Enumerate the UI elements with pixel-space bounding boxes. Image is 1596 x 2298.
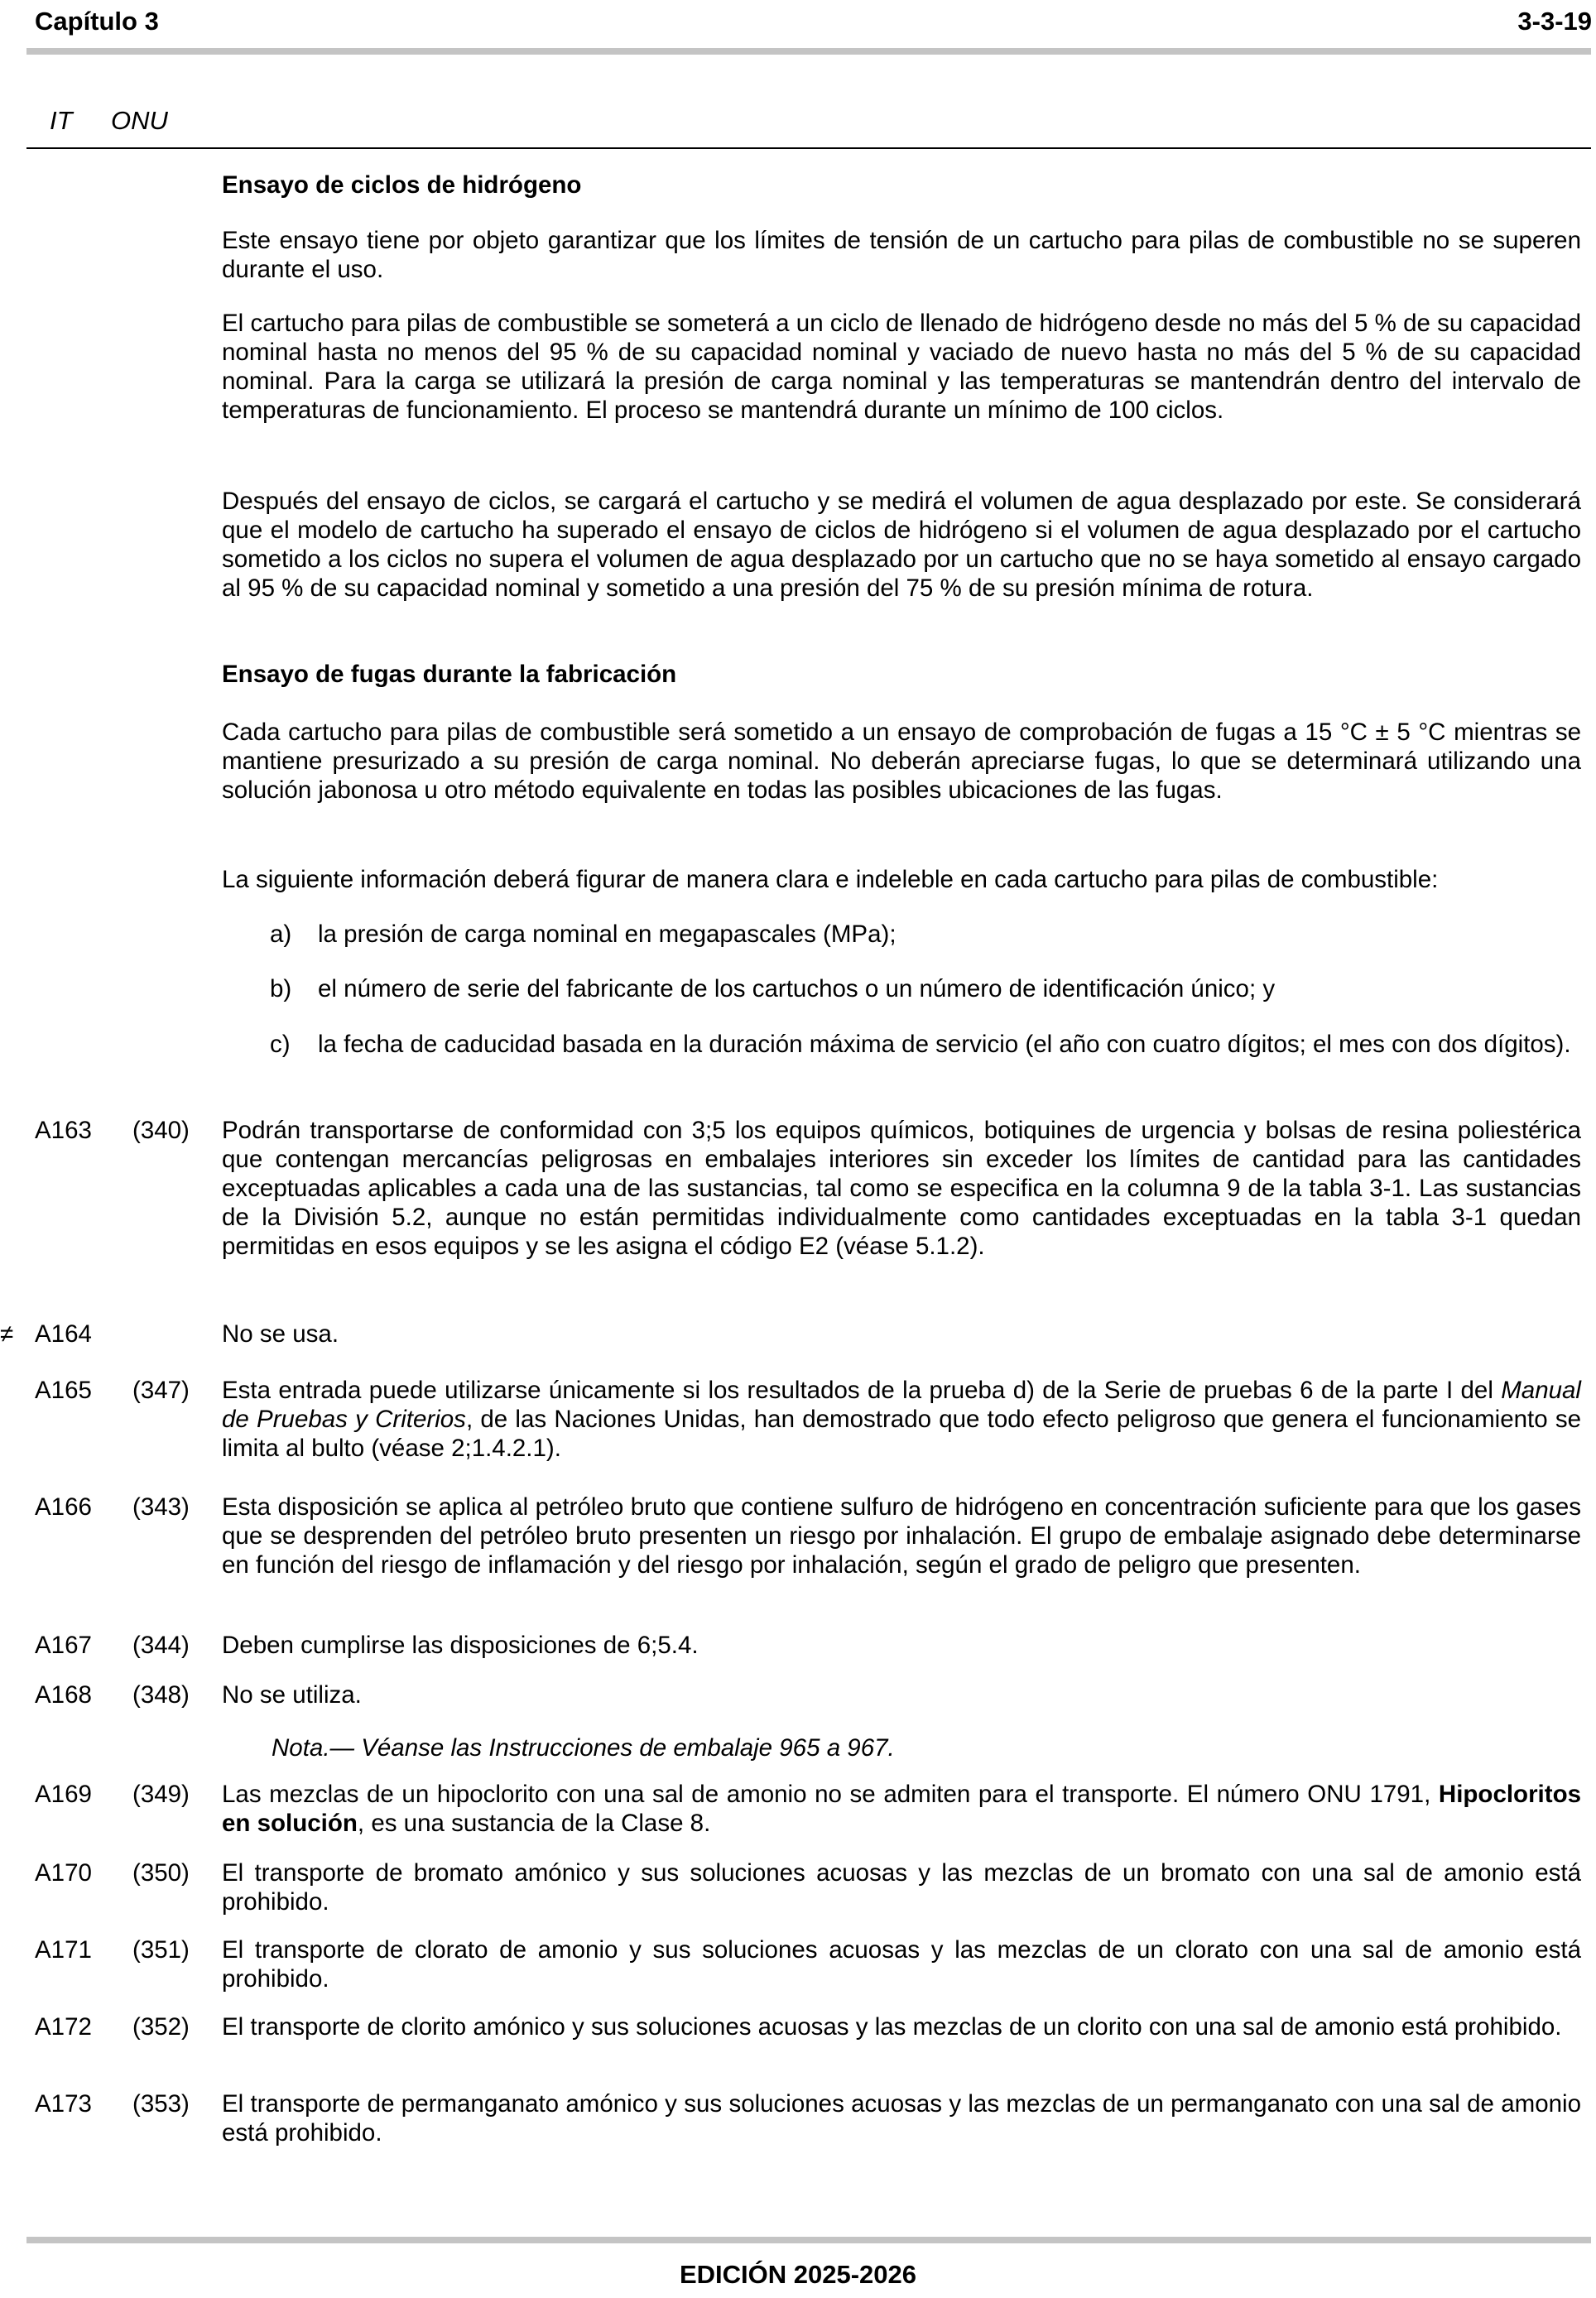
provision-text-part: Las mezclas de un hipoclorito con una sal de amonio no se admiten para el transporte. El número ONU 1791, — [222, 1781, 1439, 1808]
paragraph: Cada cartucho para pilas de combustible será sometido a un ensayo de comprobación de fugas a 15 °C ± 5 °C mientras se mantiene presurizado a su presión de carga nominal. No deberán apreciarse fugas, lo que se determinará utilizando una solución jabonosa u otro método equivalente en todas las posibles ubicaciones de las fugas. — [222, 719, 1581, 804]
provision-ref: (351) — [132, 1936, 190, 1964]
provision-ref: (340) — [132, 1117, 190, 1144]
provision-text: Esta disposición se aplica al petróleo bruto que contiene sulfuro de hidrógeno en concentración suficiente para que los gases que se desprenden del petróleo bruto presenten un riesgo por inhalación. El grupo de embalaje asignado debe determinarse en función del riesgo de inflamación y del riesgo por inhalación, según el grado de peligro que presenten. — [222, 1493, 1581, 1579]
document-code-onu: ONU — [111, 106, 168, 135]
list-item-label: c) — [270, 1031, 291, 1058]
provision-text-part: , de las Naciones Unidas, han demostrado que todo efecto peligroso que genera el funcionamiento se limita al bulto (véase 2;1.4.2.1). — [222, 1406, 1581, 1462]
header-rule — [26, 48, 1591, 55]
provision-text — [222, 1376, 1581, 1463]
section-heading-hydrogen-cycle: Ensayo de ciclos de hidrógeno — [222, 171, 582, 199]
provision-text: El transporte de permanganato amónico y sus soluciones acuosas y las mezclas de un permanganato con una sal de amonio está prohibido. — [222, 2090, 1581, 2147]
amendment-mark: ≠ — [0, 1320, 14, 1348]
provision-code: A169 — [35, 1781, 92, 1808]
provision-code: A171 — [35, 1936, 92, 1964]
provision-text: El transporte de bromato amónico y sus soluciones acuosas y las mezclas de un bromato con una sal de amonio está prohibido. — [222, 1859, 1581, 1916]
provision-code: A170 — [35, 1859, 92, 1887]
manual-title: Manual de Pruebas y Criterios — [222, 1377, 1581, 1433]
provision-note: Nota.— Véanse las Instrucciones de embalaje 965 a 967. — [272, 1734, 895, 1762]
list-item-text: el número de serie del fabricante de los cartuchos o un número de identificación único; y — [318, 975, 1276, 1002]
provision-ref: (353) — [132, 2090, 190, 2118]
list-item-text: la fecha de caducidad basada en la duración máxima de servicio (el año con cuatro dígitos; el mes con dos dígitos). — [318, 1031, 1571, 1058]
provision-text: Podrán transportarse de conformidad con 3;5 los equipos químicos, botiquines de urgencia y bolsas de resina poliestérica que contengan mercancías peligrosas en embalajes interiores sin exceder los límites de cantidad para las cantidades exceptuadas aplicables a cada una de las sustancias, tal como se especifica en la columna 9 de la tabla 3-1. Las sustancias de la División 5.2, aunque no están permitidas individualmente como cantidades exceptuadas en la tabla 3-1 quedan permitidas en esos equipos y se les asigna el código E2 (véase 5.1.2). — [222, 1117, 1581, 1260]
provision-ref: (350) — [132, 1859, 190, 1887]
substance-name: Hipocloritos en solución — [222, 1781, 1581, 1837]
chapter-label: Capítulo 3 — [35, 7, 159, 36]
paragraph: La siguiente información deberá figurar de manera clara e indeleble en cada cartucho para pilas de combustible: — [222, 866, 1439, 893]
provision-text: No se utiliza. — [222, 1681, 362, 1709]
footer-rule — [26, 2237, 1591, 2243]
provision-text-part: , es una sustancia de la Clase 8. — [357, 1810, 711, 1837]
provision-text-part: Esta entrada puede utilizarse únicamente si los resultados de la prueba d) de la Serie de pruebas 6 de la parte I del — [222, 1377, 1502, 1404]
provision-text — [222, 1780, 1581, 1838]
subheader-rule — [26, 147, 1591, 149]
edition-label: EDICIÓN 2025-2026 — [679, 2260, 917, 2289]
paragraph: Después del ensayo de ciclos, se cargará el cartucho y se medirá el volumen de agua desplazado por este. Se considerará que el modelo de cartucho ha superado el ensayo de ciclos de hidrógeno si el volumen de agua desplazado por el cartucho sometido a los ciclos no supera el volumen de agua desplazado por un cartucho que no se haya sometido al ensayo cargado al 95 % de su capacidad nominal y sometido a una presión del 75 % de su presión mínima de rotura. — [222, 488, 1581, 602]
list-item-text: la presión de carga nominal en megapascales (MPa); — [318, 921, 897, 948]
page-number: 3-3-19 — [1517, 7, 1592, 36]
provision-text: Deben cumplirse las disposiciones de 6;5.4. — [222, 1632, 699, 1659]
document-code-it: IT — [50, 106, 73, 135]
paragraph: El cartucho para pilas de combustible se someterá a un ciclo de llenado de hidrógeno desde no más del 5 % de su capacidad nominal hasta no menos del 95 % de su capacidad nominal y vaciado de nuevo hasta no más del 5 % de su capacidad nominal. Para la carga se utilizará la presión de carga nominal y las temperaturas se mantendrán dentro del intervalo de temperaturas de funcionamiento. El proceso se mantendrá durante un mínimo de 100 ciclos. — [222, 310, 1581, 424]
section-heading-leak-test: Ensayo de fugas durante la fabricación — [222, 661, 677, 688]
provision-ref: (352) — [132, 2013, 190, 2041]
provision-text: El transporte de clorato de amonio y sus soluciones acuosas y las mezclas de un clorato con una sal de amonio está prohibido. — [222, 1936, 1581, 1993]
provision-ref: (349) — [132, 1781, 190, 1808]
list-item-label: a) — [270, 921, 292, 948]
provision-text: El transporte de clorito amónico y sus soluciones acuosas y las mezclas de un clorito con una sal de amonio está prohibido. — [222, 2013, 1562, 2041]
provision-ref: (347) — [132, 1377, 190, 1404]
paragraph: Este ensayo tiene por objeto garantizar que los límites de tensión de un cartucho para pilas de combustible no se superen durante el uso. — [222, 227, 1581, 283]
provision-code: A163 — [35, 1117, 92, 1144]
provision-code: A168 — [35, 1681, 92, 1709]
provision-ref: (348) — [132, 1681, 190, 1709]
provision-code: A164 — [35, 1320, 92, 1348]
provision-ref: (344) — [132, 1632, 190, 1659]
provision-code: A173 — [35, 2090, 92, 2118]
list-item-label: b) — [270, 975, 292, 1002]
provision-code: A165 — [35, 1377, 92, 1404]
provision-ref: (343) — [132, 1493, 190, 1521]
provision-text: No se usa. — [222, 1320, 339, 1348]
provision-code: A167 — [35, 1632, 92, 1659]
provision-code: A172 — [35, 2013, 92, 2041]
provision-code: A166 — [35, 1493, 92, 1521]
